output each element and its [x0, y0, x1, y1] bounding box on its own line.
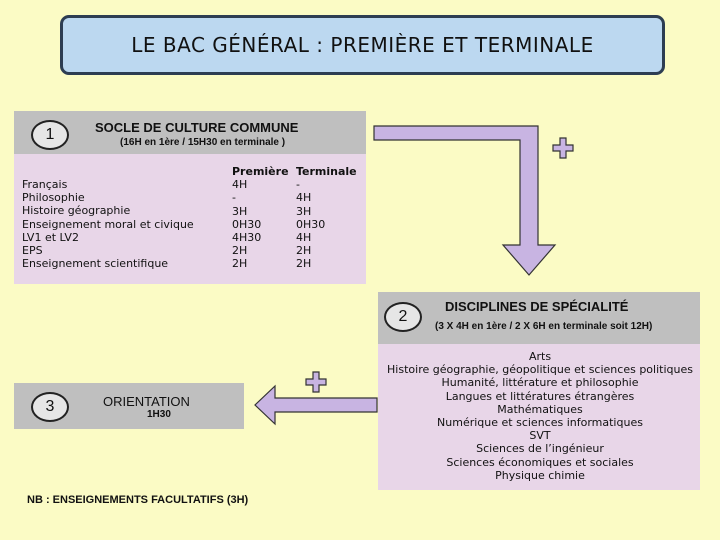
table-cell: 2H [296, 244, 312, 258]
list-item: Langues et littératures étrangères [445, 389, 635, 403]
specialite-subheading: (3 X 4H en 1ère / 2 X 6H en terminale soit 12H) [435, 321, 653, 332]
plus-icon [552, 137, 574, 159]
table-cell: 2H [232, 244, 248, 258]
terminale-column [296, 165, 357, 271]
premiere-header: Première [232, 165, 289, 178]
table-cell: 4H30 [232, 231, 262, 245]
specialite-subject-list [380, 350, 700, 482]
list-item: Enseignement scientifique [22, 257, 169, 271]
list-item: Histoire géographie, géopolitique et sciences politiques [387, 363, 693, 377]
table-cell: 4H [296, 231, 312, 245]
list-item: Histoire géographie [22, 204, 131, 218]
table-cell: 0H30 [296, 217, 326, 231]
table-cell: 2H [296, 257, 312, 271]
orientation-number-badge [31, 392, 69, 422]
list-item: Arts [528, 350, 552, 363]
table-cell: 3H [296, 204, 312, 218]
list-item: Sciences économiques et sociales [446, 455, 634, 469]
socle-subject-list [22, 178, 194, 270]
list-item: EPS [22, 244, 43, 258]
table-cell: 2H [232, 257, 248, 271]
socle-subheading: (16H en 1ère / 15H30 en terminale ) [120, 137, 286, 148]
list-item: SVT [529, 429, 551, 443]
table-cell: 4H [296, 191, 312, 205]
socle-heading: SOCLE DE CULTURE COMMUNE [95, 120, 299, 135]
list-item: Enseignement moral et civique [22, 217, 194, 231]
specialite-heading: DISCIPLINES DE SPÉCIALITÉ [445, 299, 629, 314]
orientation-number: 3 [45, 398, 55, 415]
table-cell: 0H30 [232, 217, 262, 231]
list-item: Mathématiques [497, 402, 583, 416]
table-cell: - [232, 191, 236, 205]
page-title-box [60, 15, 665, 75]
list-item: Philosophie [22, 191, 85, 205]
orientation-heading: ORIENTATION [103, 394, 190, 409]
specialite-number: 2 [398, 308, 408, 325]
table-cell: 3H [232, 204, 248, 218]
specialite-number-badge [384, 302, 422, 332]
list-item: LV1 et LV2 [22, 230, 79, 244]
table-cell: 4H [232, 178, 248, 192]
socle-number: 1 [45, 126, 55, 143]
plus-icon [305, 371, 327, 393]
socle-number-badge [31, 120, 69, 150]
premiere-column [232, 165, 289, 271]
down-arrow-icon [374, 126, 555, 275]
footnote: NB : ENSEIGNEMENTS FACULTATIFS (3H) [27, 494, 249, 506]
orientation-hours: 1H30 [147, 409, 171, 420]
page-title: LE BAC GÉNÉRAL : PREMIÈRE ET TERMINALE [131, 33, 594, 57]
list-item: Humanité, littérature et philosophie [441, 376, 639, 390]
table-cell: - [296, 178, 300, 192]
list-item: Physique chimie [495, 468, 585, 482]
list-item: Sciences de l’ingénieur [476, 442, 604, 456]
terminale-header: Terminale [296, 165, 357, 178]
list-item: Numérique et sciences informatiques [437, 416, 643, 430]
list-item: Français [22, 178, 68, 191]
